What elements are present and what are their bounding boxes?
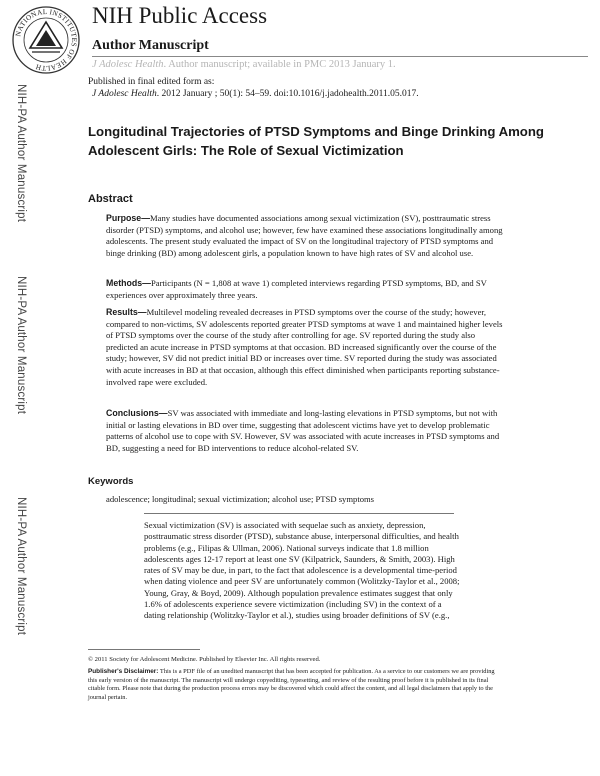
header-journal-name: J Adolesc Health xyxy=(92,59,164,70)
header-title: NIH Public Access xyxy=(92,3,268,28)
results-text: Multilevel modeling revealed decreases in PTSD symptoms over the course of the study; however, compared to non-victims, SV adolescents reported greater PTSD symptoms at wave 1 and maintained higher levels of PTSD symptoms over the course of the study after controlling for age. SV reported during the study also predicted an acute increase in PTSD symptoms at that occasion. BD increased significantly over the course of the study; however, SV did not predict initial BD or increases over time. SV reported during the study was associated with acute increases in BD at that occasion, although this effect diminished when participants reporting substance-involved rape were excluded. xyxy=(106,307,503,387)
methods-label: Methods— xyxy=(106,278,151,288)
copyright-notice: © 2011 Society for Adolescent Medicine. Published by Elsevier Inc. All rights reserved. xyxy=(88,656,321,663)
margin-label-middle: NIH-PA Author Manuscript xyxy=(15,276,27,415)
svg-text:NATIONAL INSTITUTES OF HEALTH: NATIONAL INSTITUTES OF HEALTH xyxy=(14,7,79,73)
publication-citation xyxy=(92,88,419,100)
methods-text: Participants (N = 1,808 at wave 1) completed interviews regarding PTSD symptoms, BD, and SV experiences over approximately three years. xyxy=(106,278,487,300)
nih-seal-logo xyxy=(10,4,82,76)
abstract-methods xyxy=(106,278,504,301)
disclaimer-text: This is a PDF file of an unedited manuscript that has been accepted for publication. As a service to our customers we are providing this early version of the manuscript. The manuscript will undergo copyediting, typesetting, and review of the resulting proof before it is published in its final citable form. Please note that during the production process errors may be discovered which could affect the content, and all legal disclaimers that apply to the journal pertain. xyxy=(88,668,495,701)
publication-journal: J Adolesc Health xyxy=(92,89,157,99)
keywords-heading: Keywords xyxy=(88,476,134,487)
header-availability xyxy=(92,58,396,71)
abstract-heading: Abstract xyxy=(88,193,133,205)
header-divider xyxy=(92,56,588,57)
purpose-text: Many studies have documented associations among sexual victimization (SV), posttraumatic stress disorder (PTSD) symptoms, and alcohol use; however, few have examined these associations longitudinally among adolescents. The present study evaluated the impact of SV on the longitudinal trajectory of PTSD symptoms and binge drinking (BD) among adolescent girls, a population known to have high rates of SV and alcohol use. xyxy=(106,213,503,258)
abstract-results xyxy=(106,307,504,388)
results-label: Results— xyxy=(106,307,147,317)
article-title: Longitudinal Trajectories of PTSD Symptoms and Binge Drinking Among Adolescent Girls: The Role of Sexual Victimization xyxy=(88,124,544,158)
purpose-label: Purpose— xyxy=(106,213,150,223)
header-subtitle: Author Manuscript xyxy=(92,38,209,53)
abstract-purpose xyxy=(106,213,504,259)
abstract-conclusions xyxy=(106,408,504,454)
publication-label: Published in final edited form as: xyxy=(88,77,215,87)
publication-citation-text: . 2012 January ; 50(1): 54–59. doi:10.1016/j.jadohealth.2011.05.017. xyxy=(156,89,419,99)
header-availability-text: . Author manuscript; available in PMC 2013 January 1. xyxy=(163,59,396,70)
body-divider xyxy=(144,513,454,514)
footnote-divider xyxy=(88,649,200,650)
conclusions-text: SV was associated with immediate and long-lasting elevations in PTSD symptoms, but not with initial or lasting elevations in BD over time, suggesting that adolescent victims have yet to develop problematic patterns of alcohol use to cope with SV. However, SV was associated with acute increases in PTSD symptoms and BD, suggesting a need for BD interventions to reduce alcohol-related SV. xyxy=(106,408,500,453)
keywords-text: adolescence; longitudinal; sexual victimization; alcohol use; PTSD symptoms xyxy=(106,494,375,504)
margin-label-bottom: NIH-PA Author Manuscript xyxy=(15,497,27,636)
body-intro: Sexual victimization (SV) is associated with sequelae such as anxiety, depression, posttraumatic stress disorder (PTSD), substance abuse, interpersonal difficulties, and health problems (e.g., Filipas & Ullman, 2006). National surveys indicate that 1.8 million adolescents ages 12-17 report at least one SV (Kilpatrick, Saunders, & Smith, 2003). High rates of SV may be due, in part, to the fact that adolescence is a developmental time-period when dating violence and peer SV are unfortunately common (Wolitzky-Taylor et al., 2008; Young, Gray, & Boyd, 2009). Although population prevalence estimates suggest that only 1.6% of adolescents experience severe victimization (including SV) in the context of a dating relationship (Wolitzky-Taylor et al.), studies using broader definitions of SV (e.g., xyxy=(144,520,460,621)
disclaimer-label: Publisher's Disclaimer: xyxy=(88,668,159,675)
nih-seal-icon xyxy=(10,4,82,76)
margin-label-top: NIH-PA Author Manuscript xyxy=(15,84,27,223)
publisher-disclaimer xyxy=(88,668,498,702)
conclusions-label: Conclusions— xyxy=(106,408,168,418)
